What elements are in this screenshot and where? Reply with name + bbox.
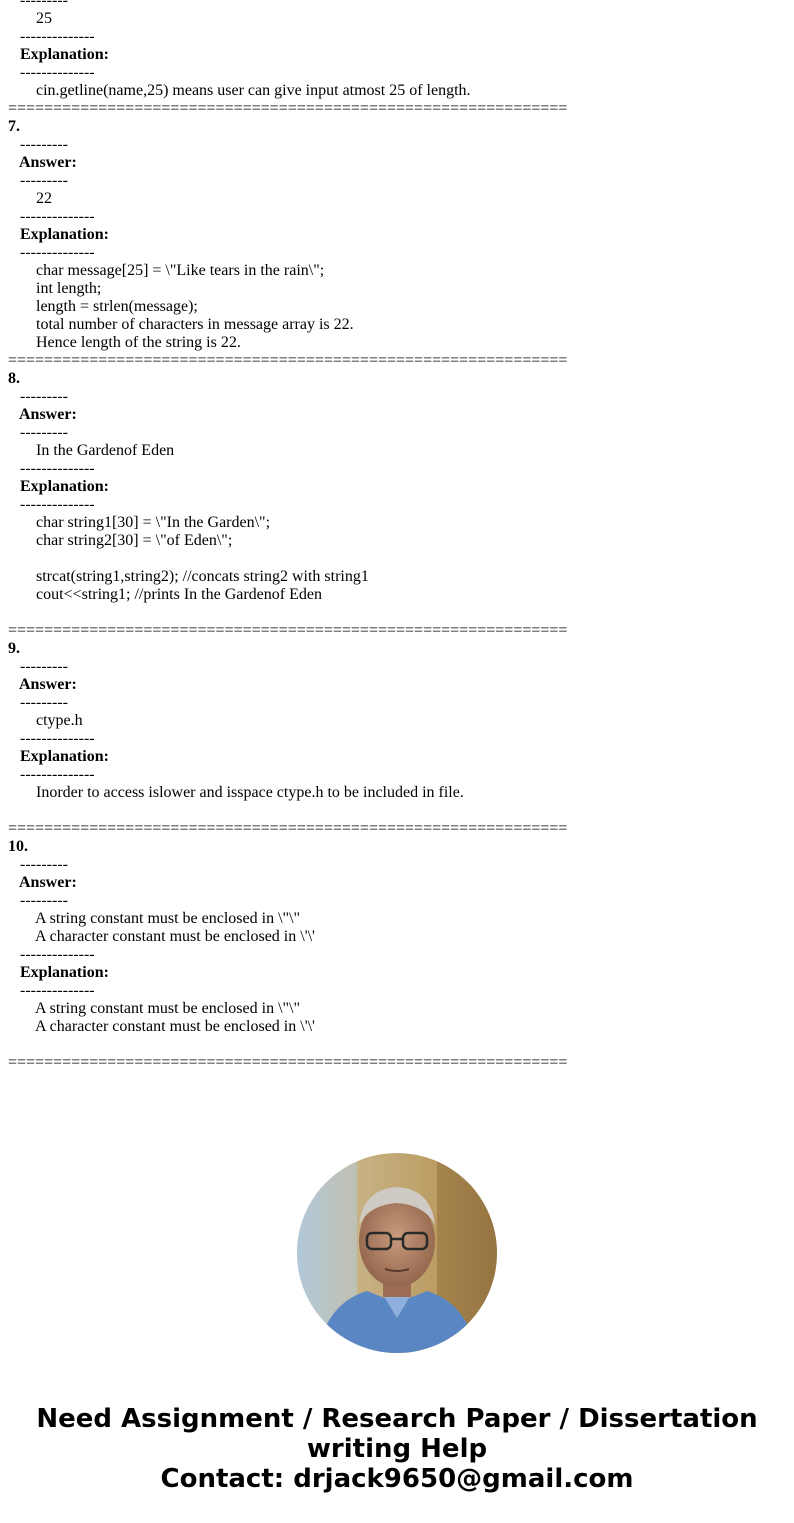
- q10-explanation-line: A string constant must be enclosed in \"\": [35, 1000, 301, 1017]
- author-photo-illustration: [297, 1153, 497, 1353]
- q7-number: 7.: [8, 118, 20, 135]
- divider-long: --------------: [20, 244, 95, 261]
- promo-contact: Contact: drjack9650@gmail.com: [160, 1464, 634, 1494]
- section-separator: ==============================================================: [8, 622, 568, 639]
- q9-number: 9.: [8, 640, 20, 657]
- q8-explanation-line: cout<<string1; //prints In the Gardenof Eden: [36, 586, 322, 603]
- q9-explanation-label: Explanation:: [20, 748, 109, 765]
- q6-answer-value: 25: [36, 10, 52, 27]
- divider-short: ---------: [20, 424, 68, 441]
- q8-explanation-line: char string1[30] = \"In the Garden\";: [36, 514, 271, 531]
- q6-explanation-label: Explanation:: [20, 46, 109, 63]
- q10-explanation-line: A character constant must be enclosed in \'\': [35, 1018, 315, 1035]
- divider-long: --------------: [20, 496, 95, 513]
- divider-short: ---------: [20, 856, 68, 873]
- divider-long: --------------: [20, 730, 95, 747]
- q6-explanation-line: cin.getline(name,25) means user can give input atmost 25 of length.: [36, 82, 471, 99]
- section-separator: ==============================================================: [8, 820, 568, 837]
- divider-short: ---------: [20, 0, 68, 9]
- promo-line-2: writing Help: [306, 1434, 488, 1464]
- q7-explanation-line: length = strlen(message);: [36, 298, 198, 315]
- q7-explanation-line: char message[25] = \"Like tears in the rain\";: [36, 262, 325, 279]
- divider-long: --------------: [20, 982, 95, 999]
- q10-answer-label: Answer:: [19, 874, 77, 891]
- section-separator: ==============================================================: [8, 352, 568, 369]
- q9-explanation-line: Inorder to access islower and isspace ctype.h to be included in file.: [36, 784, 464, 801]
- q8-answer-label: Answer:: [19, 406, 77, 423]
- section-separator: ==============================================================: [8, 100, 568, 117]
- divider-short: ---------: [20, 892, 68, 909]
- q10-explanation-label: Explanation:: [20, 964, 109, 981]
- divider-long: --------------: [20, 208, 95, 225]
- q7-answer-value: 22: [36, 190, 52, 207]
- q8-explanation-line: char string2[30] = \"of Eden\";: [36, 532, 233, 549]
- q8-number: 8.: [8, 370, 20, 387]
- q7-explanation-line: total number of characters in message array is 22.: [36, 316, 354, 333]
- divider-short: ---------: [20, 658, 68, 675]
- divider-short: ---------: [20, 172, 68, 189]
- q8-explanation-line: strcat(string1,string2); //concats string2 with string1: [36, 568, 369, 585]
- q10-answer-line: A string constant must be enclosed in \"\": [35, 910, 301, 927]
- q9-answer-value: ctype.h: [36, 712, 83, 729]
- q7-explanation-line: Hence length of the string is 22.: [36, 334, 241, 351]
- divider-long: --------------: [20, 946, 95, 963]
- q9-answer-label: Answer:: [19, 676, 77, 693]
- author-photo: [297, 1153, 497, 1353]
- q8-explanation-label: Explanation:: [20, 478, 109, 495]
- section-separator: ==============================================================: [8, 1054, 568, 1071]
- promo-line-1: Need Assignment / Research Paper / Dissertation: [36, 1404, 758, 1434]
- divider-long: --------------: [20, 766, 95, 783]
- q8-answer-value: In the Gardenof Eden: [36, 442, 175, 459]
- q7-explanation-line: int length;: [36, 280, 102, 297]
- divider-long: --------------: [20, 28, 95, 45]
- q7-explanation-label: Explanation:: [20, 226, 109, 243]
- q10-answer-line: A character constant must be enclosed in \'\': [35, 928, 315, 945]
- q7-answer-label: Answer:: [19, 154, 77, 171]
- divider-short: ---------: [20, 694, 68, 711]
- divider-short: ---------: [20, 388, 68, 405]
- q10-number: 10.: [8, 838, 28, 855]
- divider-long: --------------: [20, 460, 95, 477]
- divider-long: --------------: [20, 64, 95, 81]
- divider-short: ---------: [20, 136, 68, 153]
